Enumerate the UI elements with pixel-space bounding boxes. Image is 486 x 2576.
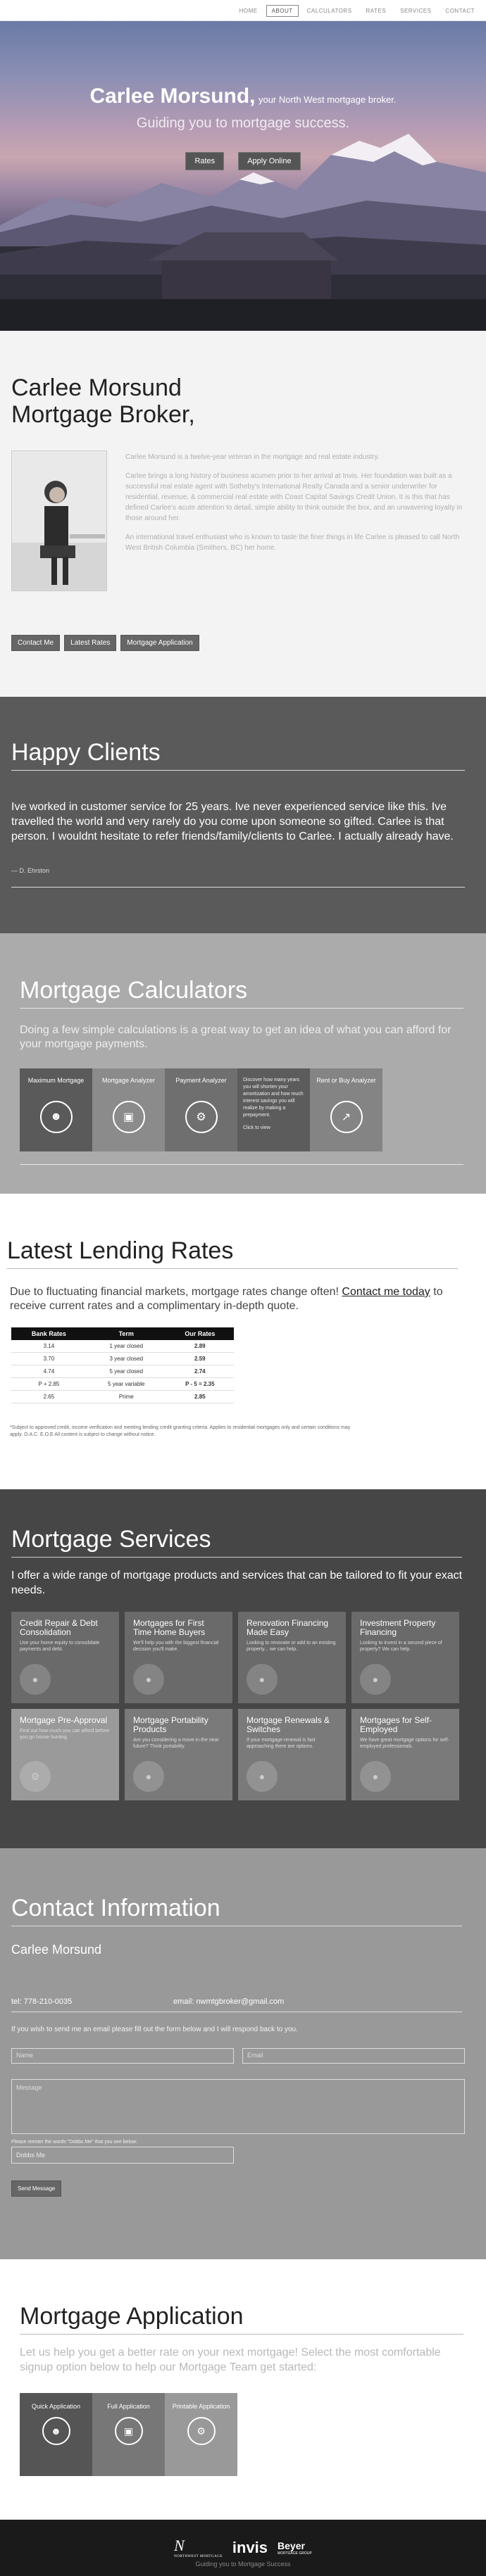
contact-phone[interactable]: tel: 778-210-0035: [11, 1997, 73, 2006]
gear-icon: ⚙: [185, 1101, 218, 1133]
service-title: Mortgage Renewals & Switches: [247, 1715, 330, 1734]
full-application-tile[interactable]: [92, 2393, 165, 2476]
northwest-mortgage-logo: [174, 2537, 223, 2558]
services-section: [0, 1489, 486, 1848]
contact-me-today-link[interactable]: Contact me today: [342, 1286, 430, 1298]
divider: [20, 1008, 463, 1009]
about-buttons: [11, 635, 199, 651]
header-bank-rates: Bank Rates: [11, 1327, 87, 1340]
term: 5 year closed: [87, 1365, 166, 1378]
our-rate: 2.85: [166, 1391, 234, 1403]
calc-label: Maximum Mortgage: [27, 1077, 85, 1084]
our-rate: P - 5 = 2.35: [166, 1378, 234, 1391]
footer: [0, 2520, 486, 2576]
apply-online-button[interactable]: Apply Online: [238, 152, 300, 170]
printable-application-tile[interactable]: [165, 2393, 237, 2476]
header-our-rates: Our Rates: [166, 1327, 234, 1340]
table-row: [11, 1365, 234, 1378]
logo-letter: N: [174, 2537, 185, 2554]
service-icon: ●: [247, 1761, 278, 1792]
monitor-icon: ▣: [115, 2417, 143, 2445]
nav-rates[interactable]: RATES: [366, 8, 387, 14]
person-icon: ☻: [42, 2417, 70, 2445]
about-title: [11, 374, 195, 428]
service-icon: ●: [133, 1761, 164, 1792]
service-title: Mortgage Portability Products: [133, 1715, 208, 1734]
testimonial-section: [0, 697, 486, 933]
rates-section: [0, 1194, 486, 1489]
hero-subtitle: Guiding you to mortgage success.: [136, 115, 350, 131]
calc-prepayment-info[interactable]: [237, 1068, 310, 1151]
service-icon: ●: [20, 1664, 51, 1695]
calculators-title: Mortgage Calculators: [20, 977, 248, 1004]
service-icon: ●: [360, 1761, 391, 1792]
gear-icon: ⚙: [187, 2417, 216, 2445]
service-renovation[interactable]: [238, 1612, 346, 1703]
calculators-intro: Doing a few simple calculations is a great way to get an idea of what you can afford for your mortgage payments.: [20, 1024, 451, 1050]
service-desc: Use your home equity to consolidate payments and debt.: [20, 1641, 100, 1652]
application-tiles: [20, 2393, 237, 2476]
rates-title: Latest Lending Rates: [7, 1237, 234, 1264]
bank-rate: P + 2.85: [11, 1378, 87, 1391]
latest-rates-button[interactable]: Latest Rates: [64, 635, 116, 651]
header-term: Term: [87, 1327, 166, 1340]
term: 5 year variable: [87, 1378, 166, 1391]
hero-name: Carlee Morsund,: [89, 84, 256, 108]
service-desc: Find out how much you can afford before you go house hunting.: [20, 1729, 110, 1740]
about-text: [125, 452, 463, 562]
service-title: Investment Property Financing: [360, 1618, 436, 1637]
table-row: [11, 1391, 234, 1403]
calculators-section: [0, 933, 486, 1194]
contact-name: Carlee Morsund: [11, 1943, 102, 1957]
logo-caption: NORTHWEST MORTGAGE: [174, 2555, 223, 2558]
bank-rate: 3.70: [11, 1353, 87, 1365]
calc-label: Mortgage Analyzer: [101, 1077, 156, 1084]
service-renewals[interactable]: [238, 1709, 346, 1800]
service-title: Mortgages for First Time Home Buyers: [133, 1618, 206, 1637]
hero-title: [0, 84, 486, 108]
our-rate: 2.59: [166, 1353, 234, 1365]
table-row: [11, 1378, 234, 1391]
about-paragraph-3: An international travel enthusiast who is known to taste the finer things in life Carlee is pleased to call North West British Columbia (Smithers, BC) her home.: [125, 533, 460, 552]
rates-button[interactable]: Rates: [185, 152, 224, 170]
calculator-tiles: [20, 1068, 382, 1151]
service-self-employed[interactable]: [351, 1709, 459, 1800]
invis-logo: invis: [232, 2538, 268, 2556]
services-title: Mortgage Services: [11, 1526, 211, 1553]
rates-fine-print: *Subject to approved credit, income verification and meeting lending credit granting criteria. Applies to residential mortgages only and certain conditions may apply. O.A.C. E.O.E All content is subject to change without notice.: [10, 1425, 351, 1437]
tile-label: Full Application: [107, 2403, 150, 2410]
service-investment-property[interactable]: [351, 1612, 459, 1703]
tile-label: Quick Application: [31, 2403, 81, 2410]
rates-intro: [10, 1285, 475, 1313]
testimonial-quote: Ive worked in customer service for 25 years. Ive never experienced service like this. Ive travelled the world and very rarely do you come upon someone so gifted. Carlee is that person. I wouldnt hesitate to refer friends/family/clients to Carlee. I actually already have.: [11, 801, 454, 842]
service-portability[interactable]: [125, 1709, 232, 1800]
contact-me-button[interactable]: Contact Me: [11, 635, 60, 651]
service-icon: ●: [133, 1664, 164, 1695]
services-intro: I offer a wide range of mortgage products and services that can be tailored to fit your exact needs.: [11, 1570, 463, 1596]
service-title: Mortgage Pre-Approval: [20, 1715, 108, 1725]
about-paragraph-2: Carlee brings a long history of business acumen prior to her arrival at Invis. Her foundation was built as a successful real estate agent with Sotheby's International Realty Canada and a senior underwriter for residential, revenue, & commercial real estate with Coast Capital Savings Credit Union. It is this that has defined Carlee's acute attention to detail, simple ability to think outside the box, and an unwavering loyalty in those around her.: [125, 472, 463, 522]
calc-maximum-mortgage[interactable]: [20, 1068, 92, 1151]
logo-caption: MORTGAGE GROUP: [278, 2551, 312, 2556]
calc-payment-analyzer[interactable]: [165, 1068, 237, 1151]
service-title: Mortgages for Self-Employed: [360, 1715, 432, 1734]
our-rate: 2.74: [166, 1365, 234, 1378]
application-title: Mortgage Application: [20, 2303, 244, 2330]
divider: [11, 1557, 462, 1558]
hero-banner: [0, 21, 486, 331]
about-paragraph-1: Carlee Morsund is a twelve-year veteran in the mortgage and real estate industry.: [125, 453, 380, 461]
rates-table: [11, 1327, 234, 1403]
service-desc: Looking to invest in a second piece of property? We can help.: [360, 1641, 442, 1652]
beyer-logo: [278, 2540, 312, 2556]
divider: [20, 2334, 463, 2335]
hero-tagline: your North West mortgage broker.: [258, 94, 397, 105]
send-message-button[interactable]: Send Message: [11, 2180, 61, 2197]
top-nav: [0, 0, 486, 21]
broker-photo: [11, 450, 107, 591]
rates-intro-text: Due to fluctuating financial markets, mortgage rates change often!: [10, 1286, 339, 1298]
about-title-line1: Carlee Morsund: [11, 374, 182, 401]
nav-home[interactable]: HOME: [239, 8, 258, 14]
quick-application-tile[interactable]: [20, 2393, 92, 2476]
calc-description: Discover how many years you will shorten your amortization and how much interest savings you will realize by making a prepayment.: [243, 1078, 304, 1118]
divider: [7, 1268, 458, 1269]
service-icon: ●: [360, 1664, 391, 1695]
hero-buttons: [0, 152, 486, 170]
calc-label: Payment Analyzer: [175, 1077, 227, 1084]
testimonial-author: — D. Ehrston: [11, 867, 50, 874]
mountain-landscape: [0, 21, 486, 331]
table-row: [11, 1340, 234, 1353]
service-desc: Looking to renovate or add to an existing property... we can help.: [247, 1641, 336, 1652]
contact-section: [0, 1848, 486, 2259]
footer-tagline: Guiding you to Mortgage Success: [195, 2561, 291, 2568]
table-row: [11, 1353, 234, 1365]
about-title-line2: Mortgage Broker,: [11, 401, 195, 428]
service-title: Renovation Financing Made Easy: [247, 1618, 329, 1637]
monitor-icon: ▣: [113, 1101, 145, 1133]
name-field[interactable]: Name: [11, 2048, 234, 2064]
contact-email[interactable]: email: nwmtgbroker@gmail.com: [173, 1997, 285, 2006]
service-icon: ●: [247, 1664, 278, 1695]
bank-rate: 4.74: [11, 1365, 87, 1378]
nav-calculators[interactable]: CALCULATORS: [306, 8, 352, 14]
chart-icon: ↗: [330, 1101, 363, 1133]
services-grid: [11, 1612, 459, 1800]
person-icon: ☻: [40, 1101, 73, 1133]
service-desc: If your mortgage renewal is fast approaching there are options.: [247, 1738, 316, 1749]
footer-logos: [0, 2537, 486, 2558]
nav-services[interactable]: SERVICES: [400, 8, 432, 14]
rates-intro-text-2: to receive current rates and a complimentary in-depth quote.: [10, 1286, 443, 1312]
clients-title: Happy Clients: [11, 739, 161, 766]
tile-label: Printable Application: [172, 2403, 230, 2410]
term: 1 year closed: [87, 1340, 166, 1353]
service-desc: We'll help you with the biggest financial decision you'll make.: [133, 1641, 219, 1652]
application-section: [0, 2259, 486, 2520]
service-first-time-buyers[interactable]: [125, 1612, 232, 1703]
message-field[interactable]: Message: [11, 2079, 465, 2134]
service-desc: Are you considering a move in the near future? Think portability.: [133, 1738, 219, 1749]
term: 3 year closed: [87, 1353, 166, 1365]
logo-name: Beyer: [278, 2539, 305, 2551]
application-intro: Let us help you get a better rate on your next mortgage! Select the most comfortable signup option below to help our Mortgage Team get started:: [20, 2347, 441, 2373]
divider: [20, 1164, 463, 1165]
service-pre-approval[interactable]: [11, 1709, 119, 1800]
calc-label: Rent or Buy Analyzer: [316, 1077, 376, 1084]
mortgage-application-button[interactable]: Mortgage Application: [120, 635, 199, 651]
divider: [11, 887, 465, 888]
bank-rate: 2.65: [11, 1391, 87, 1403]
term: Prime: [87, 1391, 166, 1403]
about-section: [0, 331, 486, 697]
click-to-view-link[interactable]: Click to view: [243, 1125, 270, 1130]
gear-icon: ⚙: [20, 1761, 51, 1792]
divider: [11, 770, 465, 771]
service-title: Credit Repair & Debt Consolidation: [20, 1618, 98, 1637]
captcha-field[interactable]: Dobbs Me: [11, 2147, 234, 2164]
contact-note: If you wish to send me an email please fill out the form below and I will respond back to you.: [11, 2026, 298, 2033]
nav-about[interactable]: ABOUT: [266, 5, 299, 17]
calc-mortgage-analyzer[interactable]: [92, 1068, 165, 1151]
bank-rate: 3.14: [11, 1340, 87, 1353]
contact-title: Contact Information: [11, 1895, 220, 1921]
nav-contact[interactable]: CONTACT: [445, 8, 475, 14]
calc-rent-or-buy[interactable]: [310, 1068, 382, 1151]
service-credit-repair[interactable]: [11, 1612, 119, 1703]
email-field[interactable]: Email: [242, 2048, 465, 2064]
service-desc: We have great mortgage options for self-employed professionals.: [360, 1738, 449, 1749]
our-rate: 2.89: [166, 1340, 234, 1353]
captcha-label: Please reenter the words "Dobbs Me" that you see below:: [11, 2140, 137, 2145]
